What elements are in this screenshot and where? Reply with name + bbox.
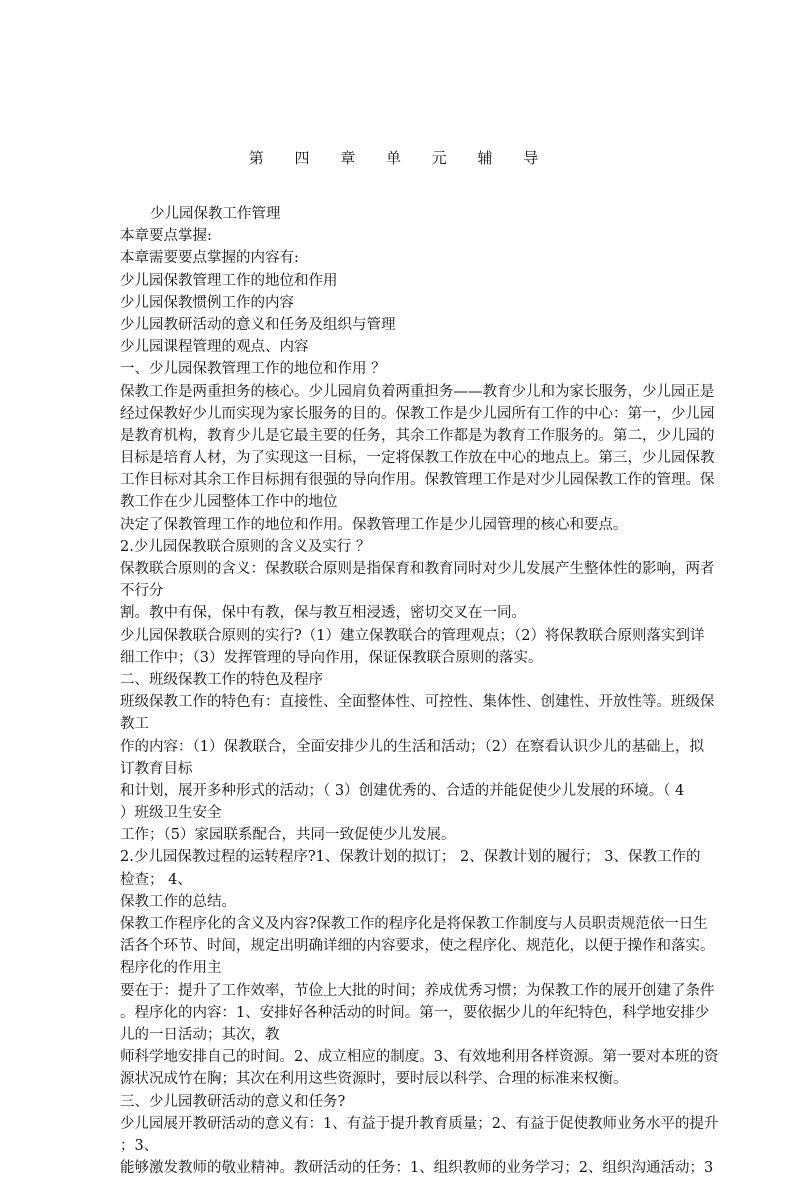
text-line: 少儿园展开教研活动的意义有：1、有益于提升教育质量；2、有益于促使教师业务水平的提升 (120, 1115, 719, 1132)
text-line: ；3、 (120, 1137, 159, 1154)
text-line: 少儿园保教惯例工作的内容 (120, 294, 294, 311)
chapter-title: 第 四 章 单 元 辅 导 (248, 149, 552, 167)
text-line: 2.少儿园保教过程的运转程序?1、保教计划的拟订； 2、保教计划的履行； 3、保教工作的 (120, 849, 701, 866)
text-line: 教工作在少儿园整体工作中的地位 (120, 494, 338, 511)
text-line: 本章要点掌握: (120, 228, 212, 245)
text-line: 。程序化的内容：1、安排好各种活动的时间。第一，要依据少儿的年纪特色，科学地安排少 (120, 1004, 710, 1021)
text-line: 师科学地安排自己的时间。2、成立相应的制度。3、有效地利用各样资源。第一要对本班的资 (120, 1049, 719, 1066)
text-line: 保教工作是两重担务的核心。少儿园肩负着两重担务——教育少儿和为家长服务，少儿园正是 (120, 383, 715, 400)
text-line: 少儿园课程管理的观点、内容 (120, 339, 309, 356)
text-line: 决定了保教管理工作的地位和作用。保教管理工作是少儿园管理的核心和要点。 (120, 516, 628, 533)
text-line: 目标是培育人材，为了实现这一目标，一定将保教工作放在中心的地点上。第三，少儿园保教 (120, 450, 715, 467)
text-line: 少儿园保教管理工作的地位和作用 (120, 272, 338, 289)
text-line: 要在于：提升了工作效率，节俭上大批的时间；养成优秀习惯；为保教工作的展开创建了条件 (120, 982, 715, 999)
text-line: 和计划，展开多种形式的活动；（ 3）创建优秀的、合适的并能促使少儿发展的环境。（ 4 (120, 782, 685, 799)
document-body (120, 203, 750, 1179)
text-line: 少儿园保教联合原则的实行?（1）建立保教联合的管理观点；（2）将保教联合原则落实到详 (120, 627, 705, 644)
text-line: 检查； 4、 (120, 871, 192, 888)
text-line: 一、少儿园保教管理工作的地位和作用 ？ (120, 361, 386, 378)
text-line: 保教工作程序化的含义及内容?保教工作的程序化是将保教工作制度与人员职责规范依一日生 (120, 916, 708, 932)
text-line: 作的内容：（1）保教联合，全面安排少儿的生活和活动；（2）在察看认识少儿的基础上，拟 (120, 738, 704, 755)
text-line: 是教育机构，教育少儿是它最主要的任务，其余工作都是为教育工作服务的。第二，少儿园的 (120, 427, 715, 444)
text-line: 能够激发教师的敬业精神。教研活动的任务：1、组织教师的业务学习；2、组织沟通活动；3 (120, 1160, 714, 1177)
text-line: 工作；（5）家园联系配合，共同一致促使少儿发展。 (120, 827, 456, 844)
text-line: 经过保教好少儿而实现为家长服务的目的。保教工作是少儿园所有工作的中心：第一，少儿园 (120, 405, 715, 422)
text-line: 割。教中有保，保中有教，保与教互相浸透，密切交叉在一同。 (120, 605, 526, 622)
section-heading: 少儿园保教工作管理 (150, 206, 281, 222)
text-line: 儿的一日活动；其次，教 (120, 1026, 280, 1043)
text-line: 二、班级保教工作的特色及程序 (120, 671, 323, 688)
text-line: 2.少儿园保教联合原则的含义及实行 ？ (120, 538, 371, 555)
text-line: 少儿园教研活动的意义和任务及组织与管理 (120, 316, 396, 333)
text-line: 源状况成竹在胸；其次在利用这些资源时，要时辰以科学、合理的标准来权衡。 (120, 1071, 628, 1088)
text-line: 保教联合原则的含义：保教联合原则是指保育和教育同时对少儿发展产生整体性的影响，两者 (120, 561, 715, 577)
text-line: 保教工作的总结。 (120, 893, 236, 910)
text-line: 工作目标对其余工作目标拥有很强的导向作用。保教管理工作是对少儿园保教工作的管理。保 (120, 472, 715, 489)
text-line: 班级保教工作的特色有：直接性、全面整体性、可控性、集体性、创建性、开放性等。班级保 (120, 694, 715, 711)
text-line: 教工 (120, 716, 149, 733)
text-line: 三、少儿园教研活动的意义和任务? (120, 1093, 346, 1110)
text-line: 本章需要要点掌握的内容有: (120, 250, 299, 267)
text-line: 活各个环节、时间，规定出明确详细的内容要求，使之程序化、规范化，以便于操作和落实。 (120, 938, 715, 955)
text-line: ）班级卫生安全 (120, 805, 222, 822)
text-line: 程序化的作用主 (120, 960, 222, 977)
text-line: 不行分 (120, 583, 164, 600)
text-line: 细工作中；（3）发挥管理的导向作用，保证保教联合原则的落实。 (120, 649, 543, 666)
text-line: 订教育目标 (120, 760, 193, 777)
